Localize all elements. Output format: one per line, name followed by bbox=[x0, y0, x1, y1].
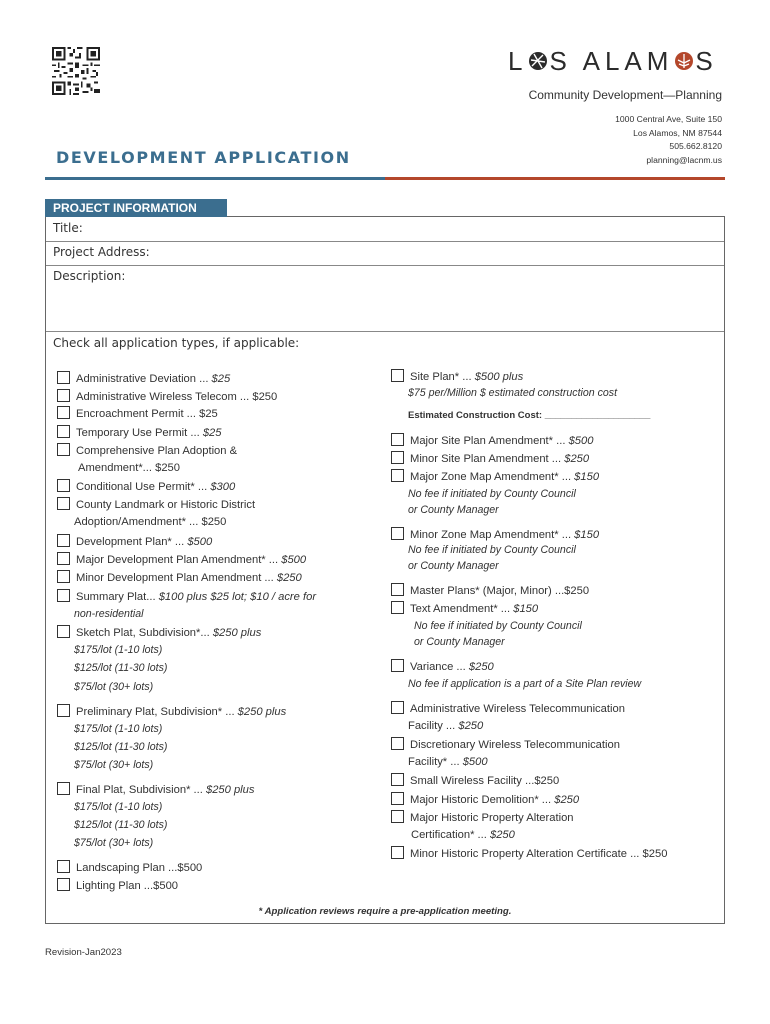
checkbox[interactable] bbox=[57, 389, 70, 402]
divider bbox=[46, 241, 724, 242]
checkbox[interactable] bbox=[391, 773, 404, 786]
item-continuation: Adoption/Amendment* ... $250 bbox=[74, 516, 227, 528]
fee-tier: $75/lot (30+ lots) bbox=[74, 681, 154, 693]
checkbox-preliminary-plat[interactable]: Preliminary Plat, Subdivision* ... $250 plus bbox=[57, 704, 286, 719]
checkbox-small-wireless-facility[interactable]: Small Wireless Facility ...$250 bbox=[391, 773, 559, 788]
checkbox[interactable] bbox=[57, 371, 70, 384]
divider bbox=[46, 331, 724, 332]
checkbox-final-plat[interactable]: Final Plat, Subdivision* ... $250 plus bbox=[57, 782, 255, 797]
globe-icon bbox=[528, 51, 548, 71]
checkbox[interactable] bbox=[57, 552, 70, 565]
fee-tier: $75/lot (30+ lots) bbox=[74, 837, 154, 849]
fee-note: or County Manager bbox=[408, 560, 499, 572]
checkbox-major-zone-map-amendment[interactable]: Major Zone Map Amendment* ... $150 bbox=[391, 469, 599, 484]
checkbox[interactable] bbox=[391, 810, 404, 823]
checkbox-sketch-plat[interactable]: Sketch Plat, Subdivision*... $250 plus bbox=[57, 625, 261, 640]
checkbox-summary-plat[interactable]: Summary Plat... $100 plus $25 lot; $10 / acre for bbox=[57, 589, 316, 604]
checkbox-major-historic-demolition[interactable]: Major Historic Demolition* ... $250 bbox=[391, 792, 579, 807]
checkbox-administrative-deviation[interactable]: Administrative Deviation ... $25 bbox=[57, 371, 230, 386]
checkbox-development-plan[interactable]: Development Plan* ... $500 bbox=[57, 534, 212, 549]
checkbox[interactable] bbox=[57, 479, 70, 492]
check-instruction: Check all application types, if applicable: bbox=[53, 336, 300, 350]
description-input[interactable] bbox=[53, 286, 720, 330]
checkbox-administrative-wireless-telecom[interactable]: Administrative Wireless Telecom ... $250 bbox=[57, 389, 277, 404]
checkbox-minor-site-plan-amendment[interactable]: Minor Site Plan Amendment ... $250 bbox=[391, 451, 589, 466]
checkbox[interactable] bbox=[391, 527, 404, 540]
address-line: 1000 Central Ave, Suite 150 bbox=[615, 114, 722, 124]
section-tab: PROJECT INFORMATION bbox=[45, 199, 227, 217]
fee-note: No fee if application is a part of a Site Plan review bbox=[408, 678, 642, 690]
checkbox[interactable] bbox=[57, 625, 70, 638]
contact-address bbox=[615, 113, 722, 167]
los-alamos-logo bbox=[508, 44, 718, 78]
checkbox[interactable] bbox=[391, 846, 404, 859]
qr-code-icon bbox=[52, 47, 100, 95]
checkbox-lighting-plan[interactable]: Lighting Plan ...$500 bbox=[57, 878, 178, 893]
fee-tier: $175/lot (1-10 lots) bbox=[74, 723, 163, 735]
item-continuation: Facility ... $250 bbox=[408, 720, 484, 732]
checkbox[interactable] bbox=[57, 704, 70, 717]
checkbox-master-plans[interactable]: Master Plans* (Major, Minor) ...$250 bbox=[391, 583, 589, 598]
checkbox[interactable] bbox=[57, 782, 70, 795]
fee-note: or County Manager bbox=[408, 504, 499, 516]
project-address-label: Project Address: bbox=[53, 245, 150, 259]
phone-number: 505.662.8120 bbox=[669, 141, 722, 151]
divider bbox=[46, 265, 724, 266]
checkbox[interactable] bbox=[391, 659, 404, 672]
checkbox-minor-historic-property-alteration[interactable]: Minor Historic Property Alteration Certificate ... $250 bbox=[391, 846, 667, 861]
logo-text-mid: S ALAM bbox=[549, 45, 674, 76]
fee-tier: $125/lot (11-30 lots) bbox=[74, 741, 168, 753]
project-address-input[interactable] bbox=[155, 243, 720, 264]
fee-tier: $125/lot (11-30 lots) bbox=[74, 662, 168, 674]
checkbox-minor-development-plan-amendment[interactable]: Minor Development Plan Amendment ... $250 bbox=[57, 570, 302, 585]
item-continuation: Amendment*... $250 bbox=[78, 462, 180, 474]
fee-note: No fee if initiated by County Council bbox=[414, 620, 582, 632]
item-continuation: Facility* ... $500 bbox=[408, 756, 488, 768]
checkbox-major-historic-property-alteration[interactable]: Major Historic Property Alteration bbox=[391, 810, 574, 825]
checkbox[interactable] bbox=[57, 534, 70, 547]
checkbox-variance[interactable]: Variance ... $250 bbox=[391, 659, 494, 674]
checkbox[interactable] bbox=[57, 497, 70, 510]
fee-note: No fee if initiated by County Council bbox=[408, 544, 576, 556]
checkbox-major-development-plan-amendment[interactable]: Major Development Plan Amendment* ... $500 bbox=[57, 552, 306, 567]
fee-tier: $175/lot (1-10 lots) bbox=[74, 644, 163, 656]
checkbox[interactable] bbox=[391, 792, 404, 805]
checkbox[interactable] bbox=[57, 406, 70, 419]
checkbox[interactable] bbox=[57, 589, 70, 602]
checkbox-major-site-plan-amendment[interactable]: Major Site Plan Amendment* ... $500 bbox=[391, 433, 593, 448]
fee-tier: $175/lot (1-10 lots) bbox=[74, 801, 163, 813]
checkbox[interactable] bbox=[391, 601, 404, 614]
checkbox[interactable] bbox=[391, 583, 404, 596]
checkbox[interactable] bbox=[391, 369, 404, 382]
logo-text-l: L bbox=[508, 45, 528, 76]
description-label: Description: bbox=[53, 269, 126, 283]
checkbox[interactable] bbox=[391, 433, 404, 446]
address-line: Los Alamos, NM 87544 bbox=[633, 127, 722, 138]
logo-text-s: S bbox=[695, 45, 718, 76]
estimated-construction-cost[interactable]: Estimated Construction Cost: ____________________ bbox=[408, 410, 651, 421]
checkbox-discretionary-wireless-telecommunication[interactable]: Discretionary Wireless Telecommunication bbox=[391, 737, 620, 752]
checkbox-text-amendment[interactable]: Text Amendment* ... $150 bbox=[391, 601, 538, 616]
fee-note: No fee if initiated by County Council bbox=[408, 488, 576, 500]
checkbox-conditional-use-permit[interactable]: Conditional Use Permit* ... $300 bbox=[57, 479, 235, 494]
revision-label: Revision-Jan2023 bbox=[45, 947, 122, 958]
checkbox[interactable] bbox=[57, 878, 70, 891]
checkbox[interactable] bbox=[57, 443, 70, 456]
checkbox-administrative-wireless-telecommunication[interactable]: Administrative Wireless Telecommunication bbox=[391, 701, 625, 716]
checkbox[interactable] bbox=[391, 469, 404, 482]
document-title: DEVELOPMENT APPLICATION bbox=[56, 148, 351, 167]
checkbox-temporary-use-permit[interactable]: Temporary Use Permit ... $25 bbox=[57, 425, 222, 440]
item-continuation: Certification* ... $250 bbox=[411, 829, 515, 841]
checkbox-minor-zone-map-amendment[interactable]: Minor Zone Map Amendment* ... $150 bbox=[391, 527, 599, 542]
fee-note: $75 per/Million $ estimated construction cost bbox=[408, 387, 618, 399]
department-name: Community Development—Planning bbox=[528, 88, 722, 102]
title-input[interactable] bbox=[110, 219, 720, 240]
fee-note: or County Manager bbox=[414, 636, 505, 648]
title-label: Title: bbox=[53, 221, 83, 235]
checkbox-site-plan[interactable]: Site Plan* ... $500 plus bbox=[391, 369, 523, 384]
item-continuation: non-residential bbox=[74, 608, 144, 620]
header-rule-red bbox=[385, 177, 725, 180]
footnote: * Application reviews require a pre-application meeting. bbox=[258, 906, 512, 917]
checkbox[interactable] bbox=[391, 701, 404, 714]
header-rule-blue bbox=[45, 177, 385, 180]
checkbox[interactable] bbox=[57, 860, 70, 873]
checkbox-landscaping-plan[interactable]: Landscaping Plan ...$500 bbox=[57, 860, 202, 875]
leaf-icon bbox=[674, 51, 694, 71]
checkbox-county-landmark[interactable]: County Landmark or Historic District bbox=[57, 497, 255, 512]
email-address: planning@lacnm.us bbox=[646, 154, 722, 165]
checkbox[interactable] bbox=[57, 425, 70, 438]
checkbox[interactable] bbox=[391, 451, 404, 464]
fee-tier: $125/lot (11-30 lots) bbox=[74, 819, 168, 831]
checkbox[interactable] bbox=[391, 737, 404, 750]
fee-tier: $75/lot (30+ lots) bbox=[74, 759, 154, 771]
checkbox-encroachment-permit[interactable]: Encroachment Permit ... $25 bbox=[57, 406, 218, 421]
checkbox[interactable] bbox=[57, 570, 70, 583]
checkbox-comprehensive-plan[interactable]: Comprehensive Plan Adoption & bbox=[57, 443, 237, 458]
